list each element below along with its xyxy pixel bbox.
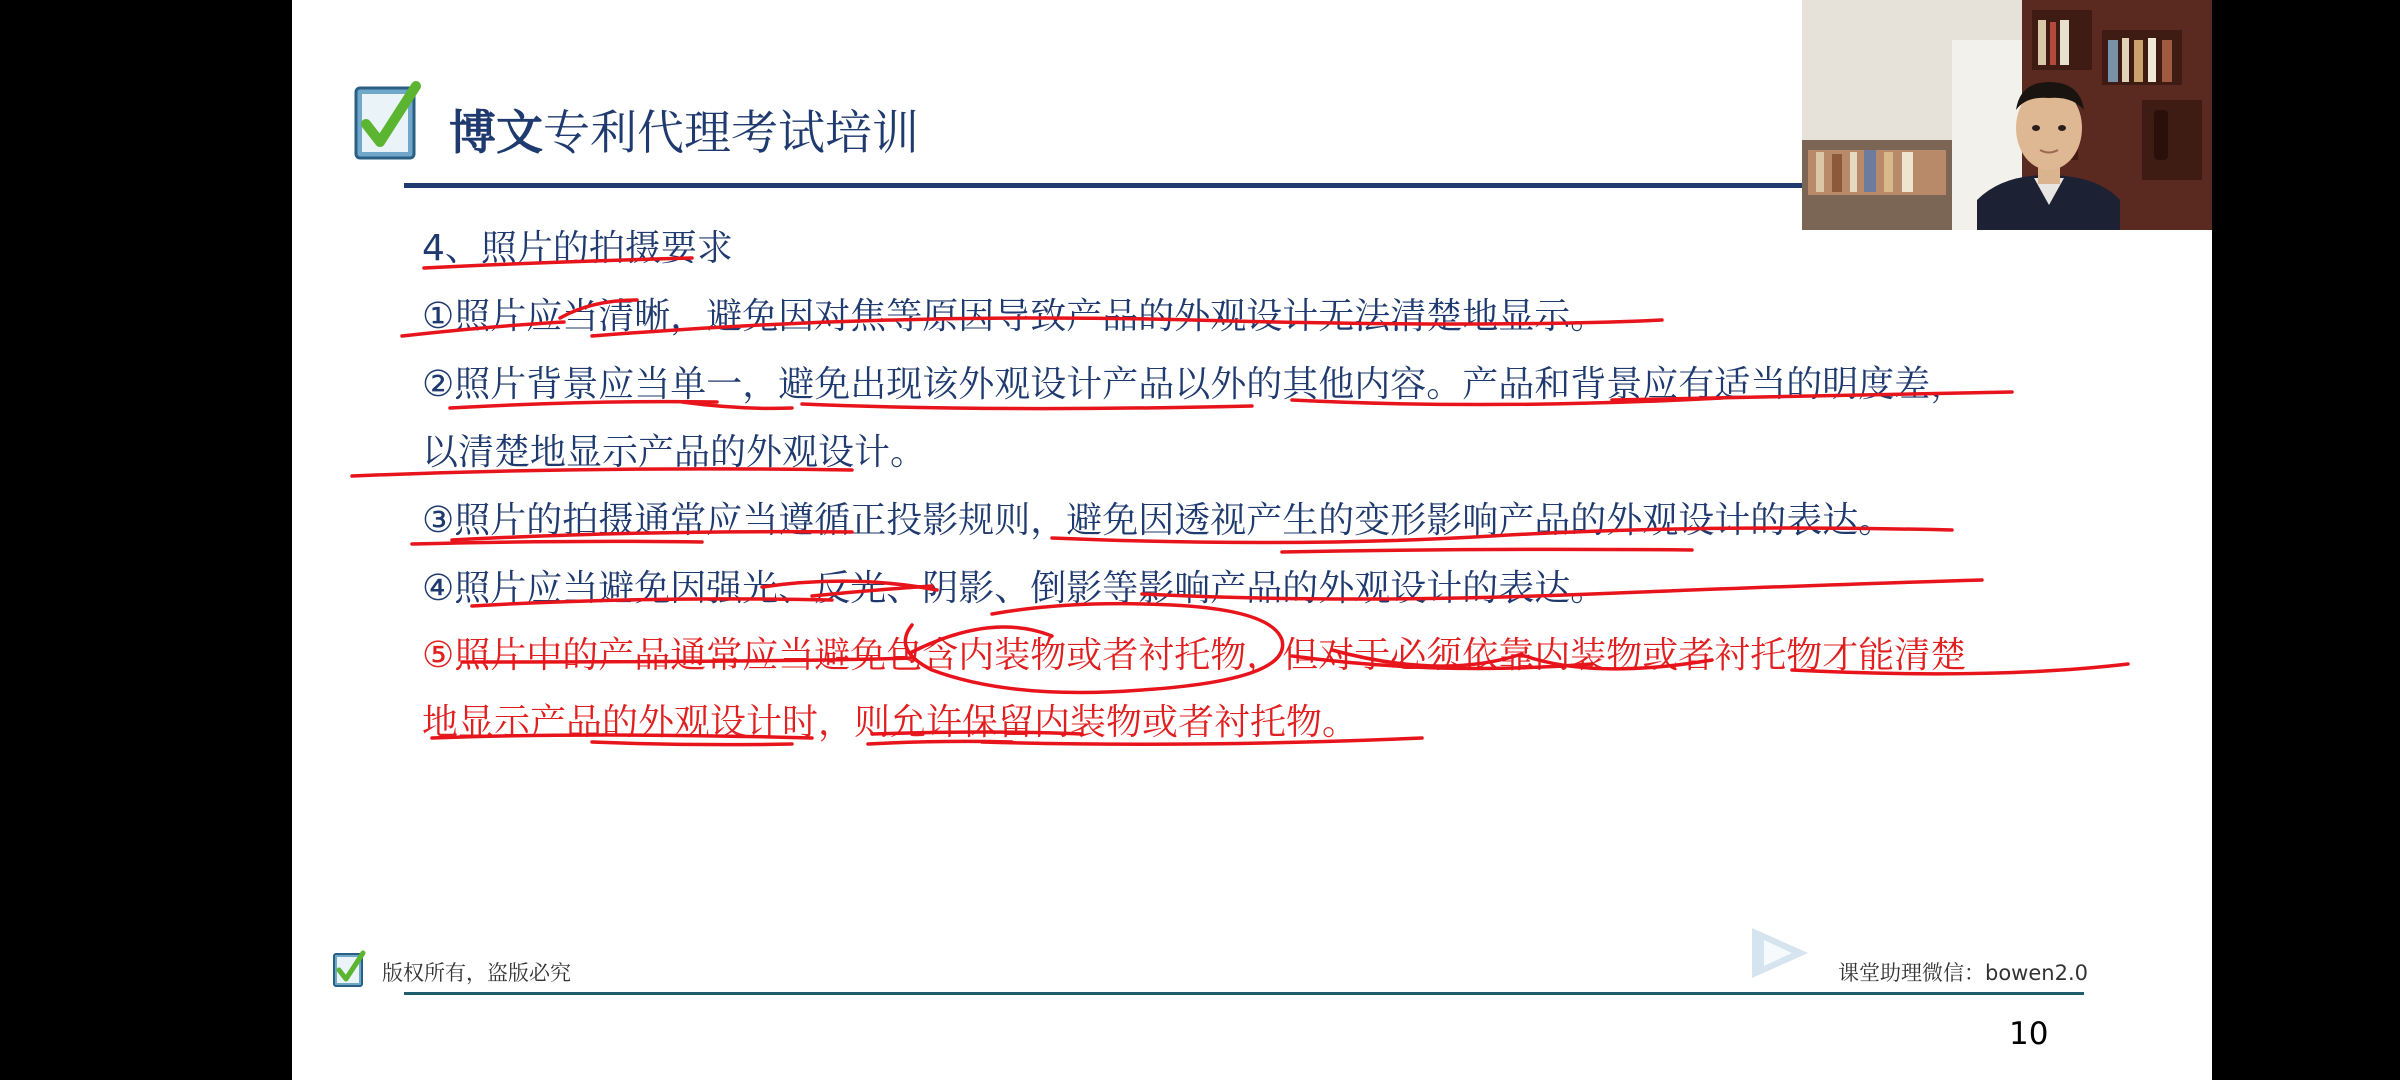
requirement-2-continued: 以清楚地显示产品的外观设计。 xyxy=(422,432,927,473)
requirement-4: ④照片应当避免因强光、反光、阴影、倒影等影响产品的外观设计的表达。 xyxy=(422,568,1607,609)
play-watermark-icon xyxy=(1744,920,1816,986)
webcam-video xyxy=(1802,0,2212,230)
footer-checkmark-icon xyxy=(332,950,366,988)
requirement-2: ②照片背景应当单一，避免出现该外观设计产品以外的其他内容。产品和背景应有适当的明度差， xyxy=(422,364,1967,405)
requirement-5: ⑤照片中的产品通常应当避免包含内装物或者衬托物，但对于必须依靠内装物或者衬托物才能清楚 xyxy=(422,635,1967,676)
section-heading: 4、照片的拍摄要求 xyxy=(422,228,733,269)
checkmark-logo-icon xyxy=(352,80,422,162)
page-number: 10 xyxy=(2009,1016,2049,1052)
copyright-notice: 版权所有，盗版必究 xyxy=(382,961,571,985)
requirement-5-continued: 地显示产品的外观设计时，则允许保留内装物或者衬托物。 xyxy=(422,702,1359,743)
title-rest: 专利代理考试培训 xyxy=(543,106,919,161)
footer-rule xyxy=(404,992,2084,995)
requirement-3: ③照片的拍摄通常应当遵循正投影规则，避免因透视产生的变形影响产品的外观设计的表达。 xyxy=(422,500,1895,541)
assistant-contact: 课堂助理微信：bowen2.0 xyxy=(1838,961,2088,985)
requirement-1: ①照片应当清晰，避免因对焦等原因导致产品的外观设计无法清楚地显示。 xyxy=(422,296,1607,337)
title-brand: 博文 xyxy=(449,106,543,161)
slide-title xyxy=(449,96,919,163)
